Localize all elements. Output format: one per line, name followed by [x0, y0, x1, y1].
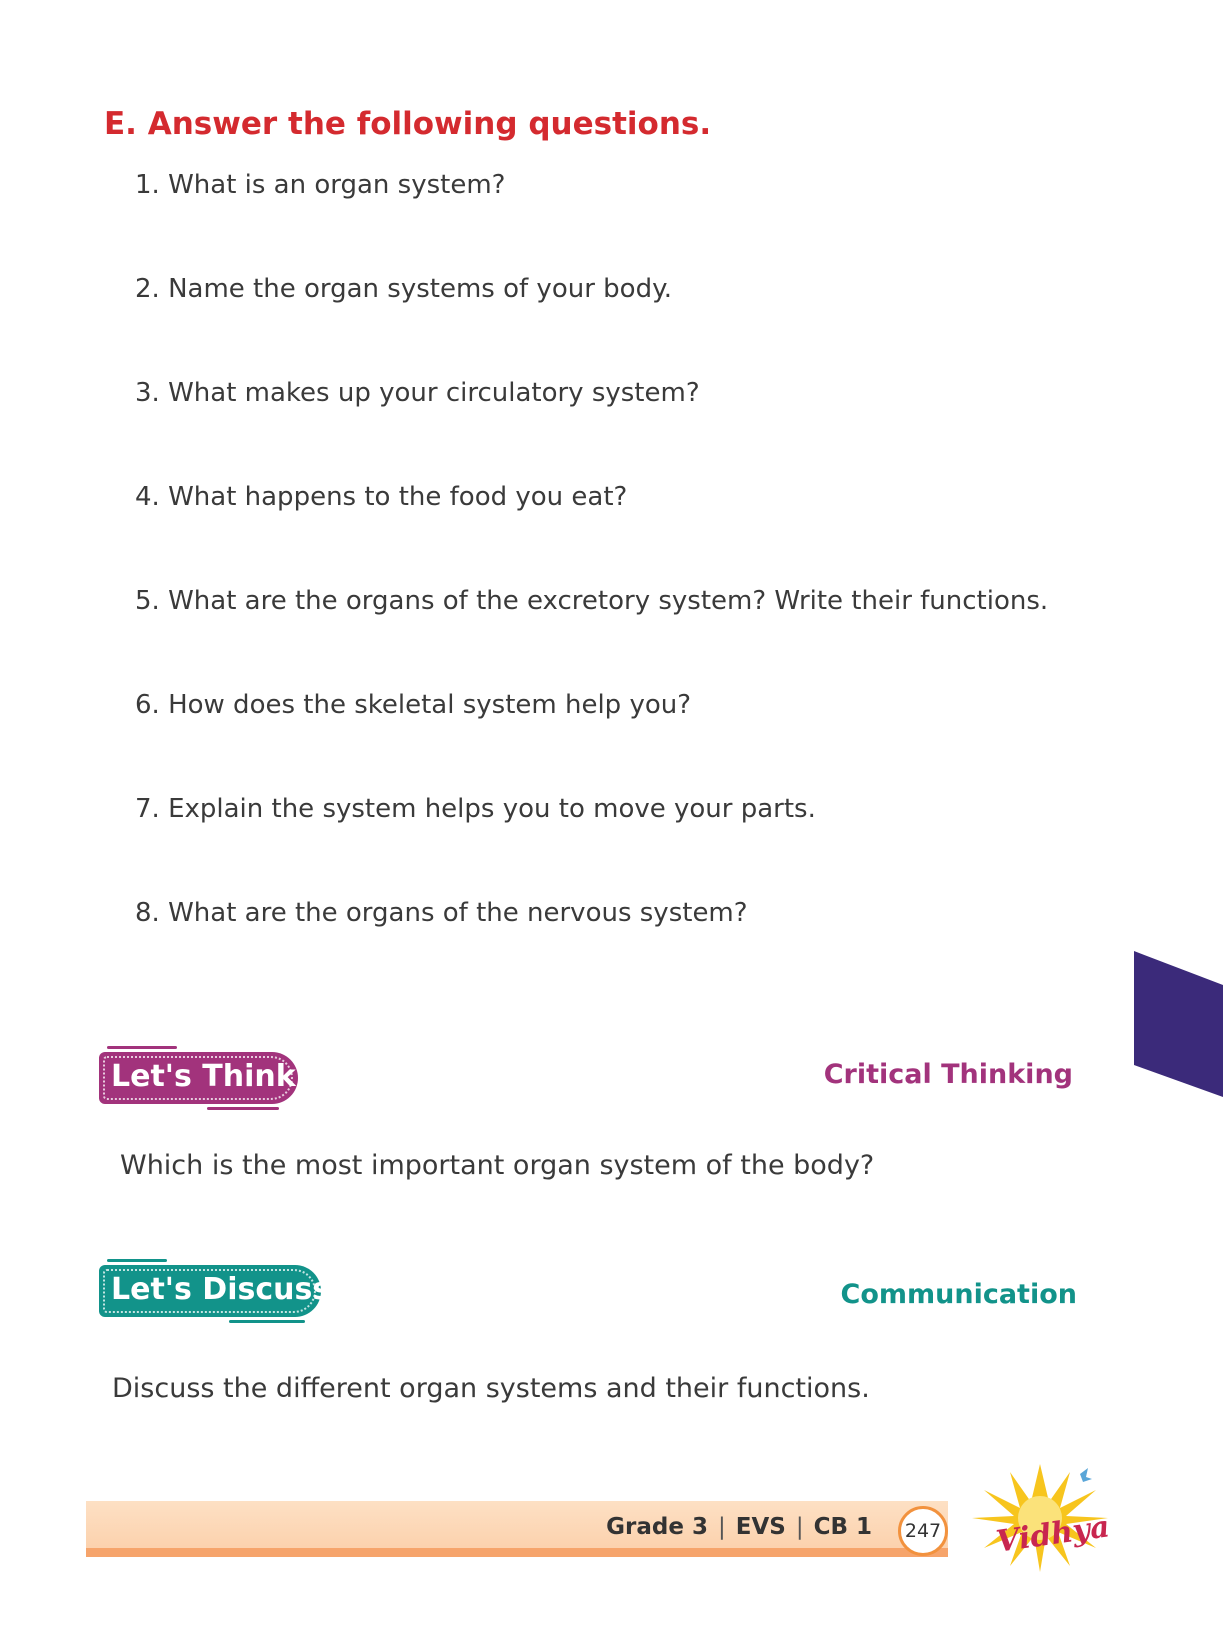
question-list — [135, 168, 1048, 1000]
lets-discuss-badge — [99, 1265, 331, 1317]
side-tab-decoration — [1134, 951, 1223, 1097]
question-item: 3. What makes up your circulatory system? — [135, 378, 700, 408]
badge-accent-line — [207, 1107, 279, 1110]
communication-label: Communication — [840, 1279, 1077, 1310]
question-item: 6. How does the skeletal system help you? — [135, 690, 692, 720]
lets-discuss-label: Let's Discuss — [111, 1272, 331, 1307]
lets-think-label: Let's Think — [111, 1059, 296, 1094]
lets-discuss-prompt: Discuss the different organ systems and their functions. — [112, 1373, 870, 1404]
footer-book-info — [606, 1514, 872, 1540]
badge-accent-line — [229, 1320, 305, 1323]
badge-accent-line — [107, 1046, 177, 1049]
footer-separator: | — [718, 1514, 726, 1540]
lets-think-badge — [99, 1052, 298, 1104]
vidhya-logo-text: Vidhya — [994, 1509, 1112, 1560]
question-item: 2. Name the organ systems of your body. — [135, 274, 673, 304]
lets-think-question: Which is the most important organ system of the body? — [120, 1150, 875, 1181]
badge-accent-line — [107, 1259, 167, 1262]
question-item: 8. What are the organs of the nervous system? — [135, 898, 748, 928]
footer-subject: EVS — [735, 1514, 786, 1540]
question-item: 1. What is an organ system? — [135, 170, 506, 200]
question-item: 5. What are the organs of the excretory system? Write their functions. — [135, 586, 1049, 616]
footer-grade: Grade 3 — [606, 1514, 708, 1540]
question-item: 4. What happens to the food you eat? — [135, 482, 628, 512]
footer-book: CB 1 — [813, 1514, 872, 1540]
footer-separator: | — [795, 1514, 804, 1540]
critical-thinking-label: Critical Thinking — [823, 1059, 1073, 1090]
page-number: 247 — [898, 1506, 948, 1556]
section-title: E. Answer the following questions. — [104, 106, 712, 142]
question-item: 7. Explain the system helps you to move your parts. — [135, 794, 816, 824]
